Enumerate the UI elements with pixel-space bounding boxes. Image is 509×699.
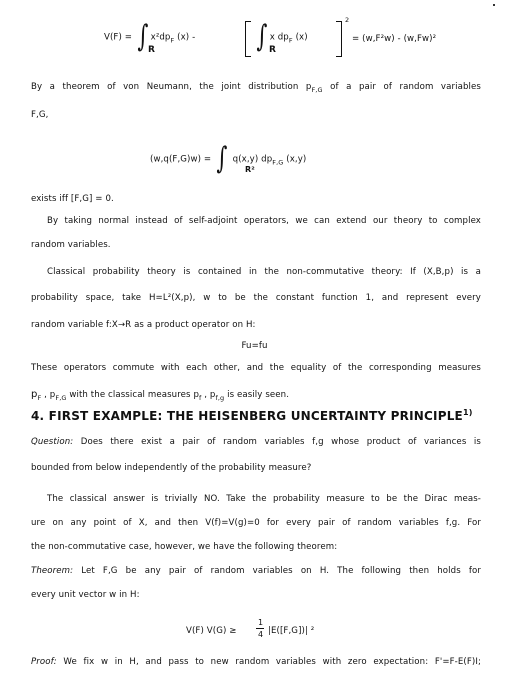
text-line: random variable f:X→R as a product operator on H: bbox=[31, 320, 256, 330]
text-line: F,G, bbox=[31, 110, 49, 120]
question-label: Question: bbox=[31, 437, 74, 447]
uncertainty-formula: V(F) V(G) ≥ bbox=[186, 626, 237, 636]
left-bracket bbox=[245, 21, 251, 57]
text-line: ure on any point of X, and then V(f)=V(g)=0 for every pair of random variables f,g. For bbox=[31, 518, 481, 528]
fraction-denominator: 4 bbox=[258, 630, 264, 639]
integral-sign-2: ∫ bbox=[256, 19, 268, 54]
text-line: Question: Does there exist a pair of random variables f,g whose product of variances is bbox=[31, 437, 481, 447]
text-line: random variables. bbox=[31, 240, 111, 250]
text-line: By a theorem of von Neumann, the joint distribution $p_{F,G}$ of a pair of random variables bbox=[31, 82, 481, 94]
text-line: bounded from below independently of the probability measure? bbox=[31, 463, 312, 473]
integral-region-2: R bbox=[269, 45, 277, 55]
text-line: The classical answer is trivially NO. Take the probability measure to be the Dirac meas- bbox=[47, 494, 481, 504]
variance-formula: V(F) = ∫ $x^2dp_F$ (x) - bbox=[104, 19, 196, 54]
text-line: Proof: We fix w in H, and pass to new random variables with zero expectation: F'=F-E(F)I; bbox=[31, 657, 481, 667]
text-line: Classical probability theory is contained in the non-commutative theory: If (X,B,p) is a bbox=[47, 267, 481, 277]
theorem-label: Theorem: bbox=[31, 566, 74, 576]
text-line: exists iff [F,G] = 0. bbox=[31, 194, 114, 204]
fraction-numerator: 1 bbox=[258, 618, 264, 627]
text-line: $p_F$ , $p_{F,G}$ with the classical measures $p_f$ , $p_{f,g}$ is easily seen. bbox=[31, 389, 290, 402]
proof-label: Proof: bbox=[31, 657, 57, 667]
integral-sign-3: ∫ bbox=[216, 141, 228, 176]
text-line: Theorem: Let F,G be any pair of random variables on H. The following then holds for bbox=[31, 566, 481, 576]
fraction-bar bbox=[256, 628, 264, 629]
right-bracket bbox=[336, 21, 342, 57]
section-heading: 4. FIRST EXAMPLE: THE HEISENBERG UNCERTAINTY PRINCIPLE$^{1)}$ bbox=[31, 408, 473, 423]
text-line: every unit vector w in H: bbox=[31, 590, 140, 600]
uncertainty-rhs: |E([F,G])| ² bbox=[268, 626, 315, 636]
integral-region-3: R² bbox=[245, 165, 255, 174]
text-line: These operators commute with each other, and the equality of the corresponding measures bbox=[31, 363, 481, 373]
text-line: By taking normal instead of self-adjoint operators, we can extend our theory to complex bbox=[47, 216, 481, 226]
variance-rhs: = (w,F²w) - (w,Fw)² bbox=[352, 34, 437, 44]
text-line: probability space, take H=L²(X,p), w to be the constant function 1, and represent every bbox=[31, 293, 481, 303]
product-operator-formula: Fu=fu bbox=[241, 341, 268, 351]
text-line: the non-commutative case, however, we have the following theorem: bbox=[31, 542, 338, 552]
square-exponent: 2 bbox=[345, 16, 350, 24]
speck bbox=[493, 4, 495, 6]
integral-region-1: R bbox=[148, 45, 156, 55]
variance-inner: ∫ x $dp_F$ (x) bbox=[256, 19, 308, 54]
integral-sign: ∫ bbox=[137, 19, 149, 54]
joint-formula: (w,q(F,G)w) = ∫ q(x,y) $dp_{F,G}$ (x,y) bbox=[150, 141, 307, 176]
